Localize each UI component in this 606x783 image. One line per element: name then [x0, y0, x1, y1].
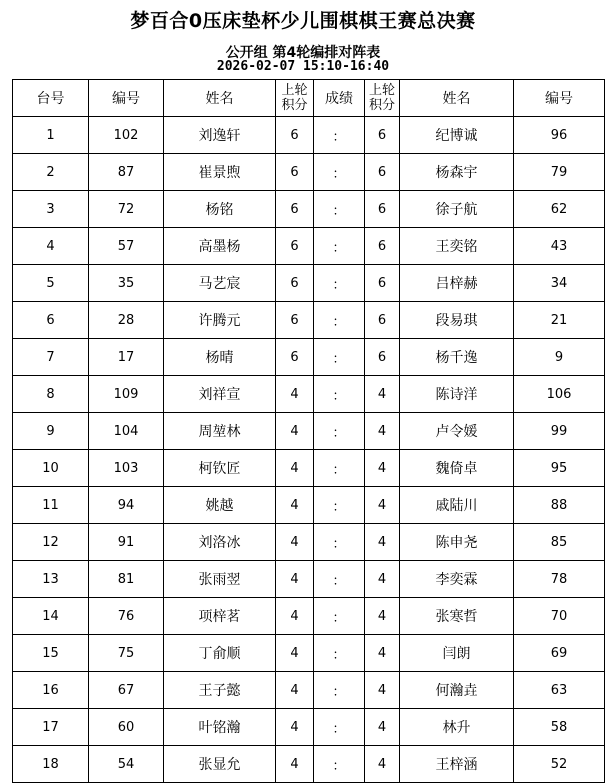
cell-name-left: 崔景煦 — [164, 154, 276, 191]
cell-id-right: 88 — [514, 487, 605, 524]
table-row — [13, 450, 605, 487]
cell-result: ： — [314, 561, 365, 598]
table-row — [13, 191, 605, 228]
cell-prev-score-left: 6 — [276, 228, 314, 265]
cell-name-left: 丁俞顺 — [164, 635, 276, 672]
cell-id-left: 67 — [89, 672, 164, 709]
cell-prev-score-right: 4 — [365, 524, 400, 561]
cell-board: 5 — [13, 265, 89, 302]
cell-name-left: 柯钦匠 — [164, 450, 276, 487]
cell-board: 17 — [13, 709, 89, 746]
cell-prev-score-right: 4 — [365, 561, 400, 598]
cell-id-left: 72 — [89, 191, 164, 228]
table-row — [13, 746, 605, 783]
cell-name-left: 王子懿 — [164, 672, 276, 709]
cell-board: 2 — [13, 154, 89, 191]
cell-prev-score-right: 6 — [365, 154, 400, 191]
cell-board: 18 — [13, 746, 89, 783]
cell-board: 8 — [13, 376, 89, 413]
cell-id-right: 99 — [514, 413, 605, 450]
cell-name-left: 刘逸轩 — [164, 117, 276, 154]
cell-result: ： — [314, 635, 365, 672]
round-datetime: 2026-02-07 15:10-16:40 — [216, 59, 390, 74]
pairing-table — [12, 79, 605, 783]
cell-prev-score-left: 4 — [276, 524, 314, 561]
cell-name-left: 杨晴 — [164, 339, 276, 376]
cell-prev-score-right: 4 — [365, 413, 400, 450]
cell-name-left: 高墨杨 — [164, 228, 276, 265]
table-row — [13, 635, 605, 672]
cell-id-left: 17 — [89, 339, 164, 376]
cell-name-right: 杨森宇 — [400, 154, 514, 191]
cell-result: ： — [314, 746, 365, 783]
cell-id-right: 9 — [514, 339, 605, 376]
cell-id-left: 60 — [89, 709, 164, 746]
cell-name-left: 许腾元 — [164, 302, 276, 339]
table-row — [13, 598, 605, 635]
cell-result: ： — [314, 413, 365, 450]
page-title: 梦百合0压床垫杯少儿围棋棋王赛总决赛 — [130, 10, 476, 32]
cell-name-right: 戚陆川 — [400, 487, 514, 524]
table-row — [13, 302, 605, 339]
cell-board: 12 — [13, 524, 89, 561]
cell-board: 6 — [13, 302, 89, 339]
cell-id-left: 91 — [89, 524, 164, 561]
cell-id-right: 95 — [514, 450, 605, 487]
cell-id-left: 109 — [89, 376, 164, 413]
cell-board: 13 — [13, 561, 89, 598]
cell-board: 3 — [13, 191, 89, 228]
cell-name-left: 周堃林 — [164, 413, 276, 450]
cell-result: ： — [314, 302, 365, 339]
cell-id-right: 58 — [514, 709, 605, 746]
cell-prev-score-left: 4 — [276, 635, 314, 672]
cell-name-right: 闫朗 — [400, 635, 514, 672]
cell-prev-score-left: 4 — [276, 487, 314, 524]
cell-name-left: 项梓茗 — [164, 598, 276, 635]
cell-name-left: 刘祥宣 — [164, 376, 276, 413]
cell-id-left: 81 — [89, 561, 164, 598]
cell-result: ： — [314, 524, 365, 561]
col-header-name-right: 姓名 — [400, 80, 514, 117]
cell-prev-score-left: 6 — [276, 339, 314, 376]
cell-name-right: 何瀚垚 — [400, 672, 514, 709]
cell-id-right: 69 — [514, 635, 605, 672]
col-header-prev-score-right: 上轮积分 — [365, 80, 400, 117]
col-header-name-left: 姓名 — [164, 80, 276, 117]
cell-name-right: 李奕霖 — [400, 561, 514, 598]
cell-result: ： — [314, 117, 365, 154]
cell-name-left: 刘洛冰 — [164, 524, 276, 561]
cell-board: 15 — [13, 635, 89, 672]
table-row — [13, 487, 605, 524]
cell-id-right: 34 — [514, 265, 605, 302]
cell-board: 16 — [13, 672, 89, 709]
cell-prev-score-right: 4 — [365, 709, 400, 746]
cell-name-right: 魏倚卓 — [400, 450, 514, 487]
table-row — [13, 265, 605, 302]
cell-id-right: 96 — [514, 117, 605, 154]
cell-name-right: 王梓涵 — [400, 746, 514, 783]
cell-prev-score-left: 6 — [276, 302, 314, 339]
cell-result: ： — [314, 265, 365, 302]
round-subtitle: 公开组 第4轮编排对阵表 — [225, 45, 381, 61]
table-row — [13, 154, 605, 191]
table-header-row — [13, 80, 605, 117]
cell-id-right: 85 — [514, 524, 605, 561]
table-row — [13, 413, 605, 450]
cell-prev-score-right: 4 — [365, 746, 400, 783]
cell-prev-score-left: 6 — [276, 265, 314, 302]
cell-id-left: 94 — [89, 487, 164, 524]
cell-prev-score-left: 6 — [276, 117, 314, 154]
cell-prev-score-left: 4 — [276, 746, 314, 783]
cell-id-right: 79 — [514, 154, 605, 191]
cell-name-right: 卢令媛 — [400, 413, 514, 450]
cell-prev-score-left: 4 — [276, 413, 314, 450]
cell-prev-score-right: 6 — [365, 228, 400, 265]
cell-prev-score-left: 4 — [276, 450, 314, 487]
cell-prev-score-right: 4 — [365, 450, 400, 487]
cell-prev-score-right: 4 — [365, 598, 400, 635]
col-header-result: 成绩 — [314, 80, 365, 117]
cell-id-right: 21 — [514, 302, 605, 339]
cell-id-left: 102 — [89, 117, 164, 154]
table-row — [13, 117, 605, 154]
cell-id-left: 104 — [89, 413, 164, 450]
col-header-id-right: 编号 — [514, 80, 605, 117]
cell-prev-score-left: 6 — [276, 154, 314, 191]
cell-result: ： — [314, 339, 365, 376]
table-row — [13, 339, 605, 376]
cell-id-right: 62 — [514, 191, 605, 228]
table-row — [13, 672, 605, 709]
cell-name-left: 姚越 — [164, 487, 276, 524]
cell-result: ： — [314, 154, 365, 191]
cell-prev-score-right: 4 — [365, 635, 400, 672]
cell-name-right: 徐子航 — [400, 191, 514, 228]
cell-name-left: 杨铭 — [164, 191, 276, 228]
table-row — [13, 524, 605, 561]
cell-prev-score-right: 4 — [365, 672, 400, 709]
table-row — [13, 228, 605, 265]
cell-id-right: 52 — [514, 746, 605, 783]
cell-board: 11 — [13, 487, 89, 524]
cell-name-right: 纪博诚 — [400, 117, 514, 154]
cell-result: ： — [314, 672, 365, 709]
cell-board: 7 — [13, 339, 89, 376]
cell-id-left: 76 — [89, 598, 164, 635]
cell-name-left: 张显允 — [164, 746, 276, 783]
cell-name-right: 林升 — [400, 709, 514, 746]
col-header-id-left: 编号 — [89, 80, 164, 117]
cell-board: 9 — [13, 413, 89, 450]
cell-id-left: 75 — [89, 635, 164, 672]
cell-prev-score-right: 6 — [365, 339, 400, 376]
cell-name-right: 陈申尧 — [400, 524, 514, 561]
cell-id-right: 43 — [514, 228, 605, 265]
table-row — [13, 561, 605, 598]
cell-board: 4 — [13, 228, 89, 265]
cell-name-right: 吕梓赫 — [400, 265, 514, 302]
cell-prev-score-left: 4 — [276, 672, 314, 709]
cell-result: ： — [314, 228, 365, 265]
cell-id-left: 28 — [89, 302, 164, 339]
cell-name-left: 叶铭瀚 — [164, 709, 276, 746]
cell-id-right: 106 — [514, 376, 605, 413]
cell-prev-score-left: 4 — [276, 598, 314, 635]
cell-prev-score-left: 4 — [276, 561, 314, 598]
cell-id-right: 63 — [514, 672, 605, 709]
cell-id-left: 35 — [89, 265, 164, 302]
cell-id-left: 87 — [89, 154, 164, 191]
cell-name-right: 张寒哲 — [400, 598, 514, 635]
cell-board: 1 — [13, 117, 89, 154]
cell-result: ： — [314, 191, 365, 228]
cell-prev-score-right: 4 — [365, 376, 400, 413]
cell-prev-score-right: 6 — [365, 302, 400, 339]
cell-name-right: 陈诗洋 — [400, 376, 514, 413]
cell-name-right: 段易琪 — [400, 302, 514, 339]
cell-result: ： — [314, 709, 365, 746]
cell-id-left: 103 — [89, 450, 164, 487]
table-row — [13, 709, 605, 746]
cell-id-right: 70 — [514, 598, 605, 635]
cell-prev-score-right: 6 — [365, 191, 400, 228]
col-header-board: 台号 — [13, 80, 89, 117]
cell-name-right: 杨千逸 — [400, 339, 514, 376]
cell-result: ： — [314, 450, 365, 487]
cell-name-right: 王奕铭 — [400, 228, 514, 265]
cell-result: ： — [314, 376, 365, 413]
cell-id-left: 54 — [89, 746, 164, 783]
cell-prev-score-right: 4 — [365, 487, 400, 524]
table-row — [13, 376, 605, 413]
cell-prev-score-right: 6 — [365, 117, 400, 154]
cell-board: 14 — [13, 598, 89, 635]
cell-id-left: 57 — [89, 228, 164, 265]
cell-name-left: 张雨翌 — [164, 561, 276, 598]
cell-result: ： — [314, 487, 365, 524]
cell-id-right: 78 — [514, 561, 605, 598]
cell-board: 10 — [13, 450, 89, 487]
cell-prev-score-left: 6 — [276, 191, 314, 228]
cell-prev-score-left: 4 — [276, 709, 314, 746]
cell-result: ： — [314, 598, 365, 635]
cell-prev-score-left: 4 — [276, 376, 314, 413]
col-header-prev-score-left: 上轮积分 — [276, 80, 314, 117]
cell-name-left: 马艺宸 — [164, 265, 276, 302]
cell-prev-score-right: 6 — [365, 265, 400, 302]
